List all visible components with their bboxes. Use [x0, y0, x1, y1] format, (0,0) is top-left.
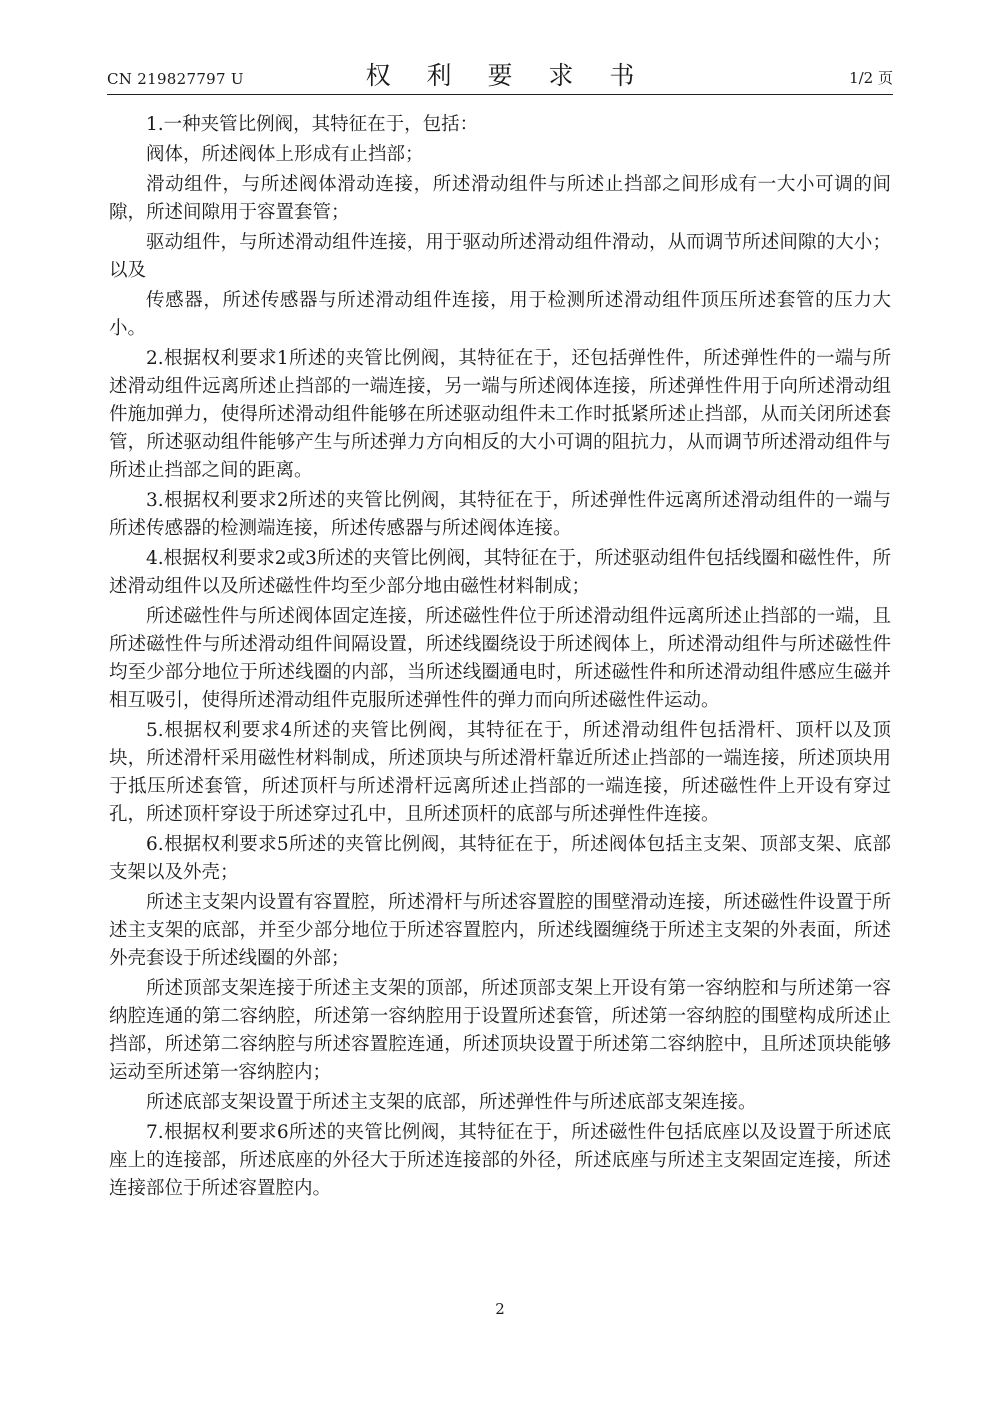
document-title: 权 利 要 求 书 — [365, 61, 649, 90]
claim-paragraph: 所述磁性件与所述阀体固定连接，所述磁性件位于所述滑动组件远离所述止挡部的一端，且所述磁性件与所述滑动组件间隔设置，所述线圈绕设于所述阀体上，所述滑动组件与所述磁性件均至少部分地位于所述线圈的内部，当所述线圈通电时，所述磁性件和所述滑动组件感应生磁并相互吸引，使得所述滑动组件克服所述弹性件的弹力而向所述磁性件运动。 — [109, 606, 891, 711]
claim-paragraph: 所述主支架内设置有容置腔，所述滑杆与所述容置腔的围壁滑动连接，所述磁性件设置于所述主支架的底部，并至少部分地位于所述容置腔内，所述线圈缠绕于所述主支架的外表面，所述外壳套设于所述线圈的外部； — [109, 892, 891, 969]
page-footer-number: 2 — [495, 1300, 505, 1318]
header-rule — [107, 94, 893, 95]
claim-paragraph: 所述顶部支架连接于所述主支架的顶部，所述顶部支架上开设有第一容纳腔和与所述第一容纳腔连通的第二容纳腔，所述第一容纳腔用于设置所述套管，所述第一容纳腔的围壁构成所述止挡部，所述第二容纳腔与所述容置腔连通，所述顶块设置于所述第二容纳腔中，且所述顶块能够运动至所述第一容纳腔内； — [109, 978, 891, 1083]
claims-body — [109, 111, 891, 1205]
claim-paragraph: 2.根据权利要求1所述的夹管比例阀，其特征在于，还包括弹性件，所述弹性件的一端与所述滑动组件远离所述止挡部的一端连接，另一端与所述阀体连接，所述弹性件用于向所述滑动组件施加弹力，使得所述滑动组件能够在所述驱动组件未工作时抵紧所述止挡部，从而关闭所述套管，所述驱动组件能够产生与所述弹力方向相反的大小可调的阻抗力，从而调节所述滑动组件与所述止挡部之间的距离。 — [109, 348, 891, 481]
claim-paragraph: 5.根据权利要求4所述的夹管比例阀，其特征在于，所述滑动组件包括滑杆、顶杆以及顶块，所述滑杆采用磁性材料制成，所述顶块与所述滑杆靠近所述止挡部的一端连接，所述顶块用于抵压所述套管，所述顶杆与所述滑杆远离所述止挡部的一端连接，所述磁性件上开设有穿过孔，所述顶杆穿设于所述穿过孔中，且所述顶杆的底部与所述弹性件连接。 — [109, 720, 891, 825]
claim-paragraph: 传感器，所述传感器与所述滑动组件连接，用于检测所述滑动组件顶压所述套管的压力大小。 — [109, 290, 891, 339]
publication-number: CN 219827797 U — [107, 70, 244, 88]
claim-paragraph: 3.根据权利要求2所述的夹管比例阀，其特征在于，所述弹性件远离所述滑动组件的一端与所述传感器的检测端连接，所述传感器与所述阀体连接。 — [109, 490, 891, 539]
claim-paragraph: 驱动组件，与所述滑动组件连接，用于驱动所述滑动组件滑动，从而调节所述间隙的大小；以及 — [109, 232, 891, 281]
claim-paragraph: 4.根据权利要求2或3所述的夹管比例阀，其特征在于，所述驱动组件包括线圈和磁性件，所述滑动组件以及所述磁性件均至少部分地由磁性材料制成； — [109, 548, 891, 597]
claim-paragraph: 7.根据权利要求6所述的夹管比例阀，其特征在于，所述磁性件包括底座以及设置于所述底座上的连接部，所述底座的外径大于所述连接部的外径，所述底座与所述主支架固定连接，所述连接部位于所述容置腔内。 — [109, 1122, 891, 1199]
claim-paragraph: 1.一种夹管比例阀，其特征在于，包括： — [146, 114, 479, 135]
page-info: 1/2 页 — [849, 69, 893, 87]
page-header — [107, 56, 893, 94]
claim-paragraph: 6.根据权利要求5所述的夹管比例阀，其特征在于，所述阀体包括主支架、顶部支架、底部支架以及外壳； — [109, 834, 891, 883]
claim-paragraph: 所述底部支架设置于所述主支架的底部，所述弹性件与所述底部支架连接。 — [146, 1092, 757, 1113]
claim-paragraph: 阀体，所述阀体上形成有止挡部； — [146, 144, 424, 165]
claim-paragraph: 滑动组件，与所述阀体滑动连接，所述滑动组件与所述止挡部之间形成有一大小可调的间隙，所述间隙用于容置套管； — [109, 174, 891, 223]
